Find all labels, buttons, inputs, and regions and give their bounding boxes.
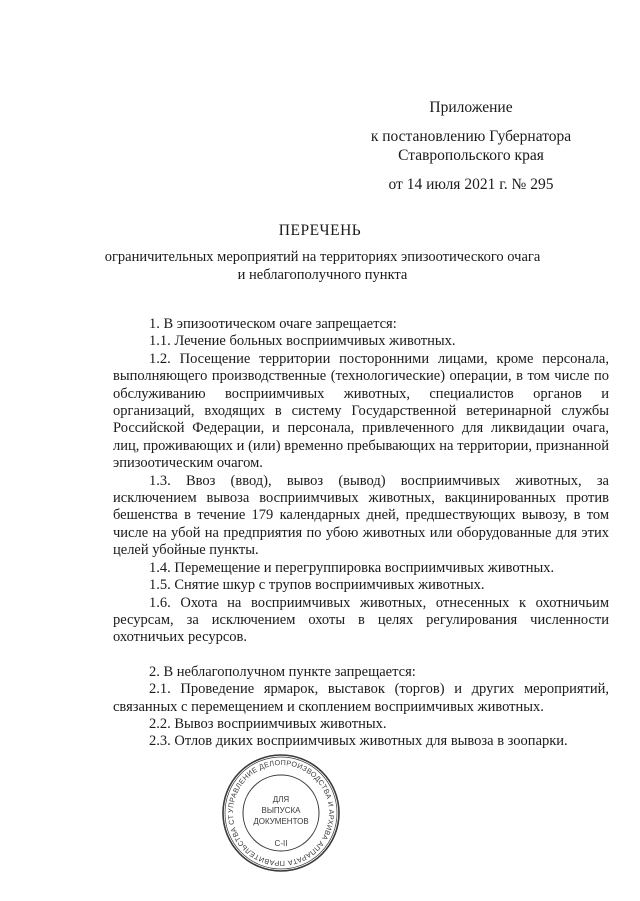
item-1-1: 1.1. Лечение больных восприимчивых животных. — [149, 333, 456, 350]
stamp-outer-text: УПРАВЛЕНИЕ ДЕЛОПРОИЗВОДСТВА И АРХИВА АППАРАТА ПРАВИТЕЛЬСТВА СТ — [225, 757, 337, 869]
stamp-seal-icon — [220, 752, 342, 874]
item-1-4: 1.4. Перемещение и перегруппировка восприимчивых животных. — [149, 559, 555, 576]
appendix-block — [366, 98, 576, 194]
item-2-3: 2.3. Отлов диких восприимчивых животных для вывоза в зоопарки. — [149, 733, 568, 750]
item-1-5: 1.5. Снятие шкур с трупов восприимчивых животных. — [149, 577, 485, 594]
resolution-reference: к постановлению Губернатора Ставропольского края — [370, 128, 572, 164]
resolution-date-number: от 14 июля 2021 г. № 295 — [388, 176, 554, 193]
document-subtitle: ограничительных мероприятий на территориях эпизоотического очага и неблагополучного пункта — [104, 249, 541, 283]
item-1-2: 1.2. Посещение территории посторонними лицами, кроме персонала, выполняющего производственные (технологические) операции, в том числе по обслуживанию восприимчивых животных, специалистов органов и организаций, входящих в систему Государственной ветеринарной службы Российской Федерации, и персонала, привлеченного для ликвидации очага, лиц, проживающих и (или) временно пребывающих на территории, признанной эпизоотическим очагом. — [113, 350, 609, 472]
item-2-2: 2.2. Вывоз восприимчивых животных. — [149, 715, 387, 732]
item-2-1: 2.1. Проведение ярмарок, выставок (торгов) и других мероприятий, связанных с перемещением и скоплением восприимчивых животных. — [113, 681, 609, 715]
stamp-center-line-1: ДЛЯ — [272, 795, 290, 804]
stamp-center-line-3: ДОКУМЕНТОВ — [253, 817, 309, 826]
document-title: ПЕРЕЧЕНЬ — [278, 222, 362, 239]
official-stamp — [220, 752, 342, 874]
item-1-3: 1.3. Ввоз (ввод), вывоз (вывод) восприимчивых животных, за исключением вывоза восприимчивых животных, вакцинированных против бешенства в течение 179 календарных дней, предшествующих вывозу, в том числе на убой на предприятия по убою животных или оборудованные для этих целей убойные пункты. — [113, 472, 609, 559]
section-2-heading: 2. В неблагополучном пункте запрещается: — [149, 663, 416, 680]
appendix-label: Приложение — [429, 99, 513, 116]
stamp-center-line-2: ВЫПУСКА — [261, 806, 301, 815]
section-1-heading: 1. В эпизоотическом очаге запрещается: — [149, 316, 397, 332]
document-body — [113, 316, 609, 751]
stamp-code: С-II — [274, 839, 288, 848]
item-1-6: 1.6. Охота на восприимчивых животных, отнесенных к охотничьим ресурсам, за исключением охоты в целях регулирования численности охотничьих ресурсов. — [113, 594, 609, 646]
